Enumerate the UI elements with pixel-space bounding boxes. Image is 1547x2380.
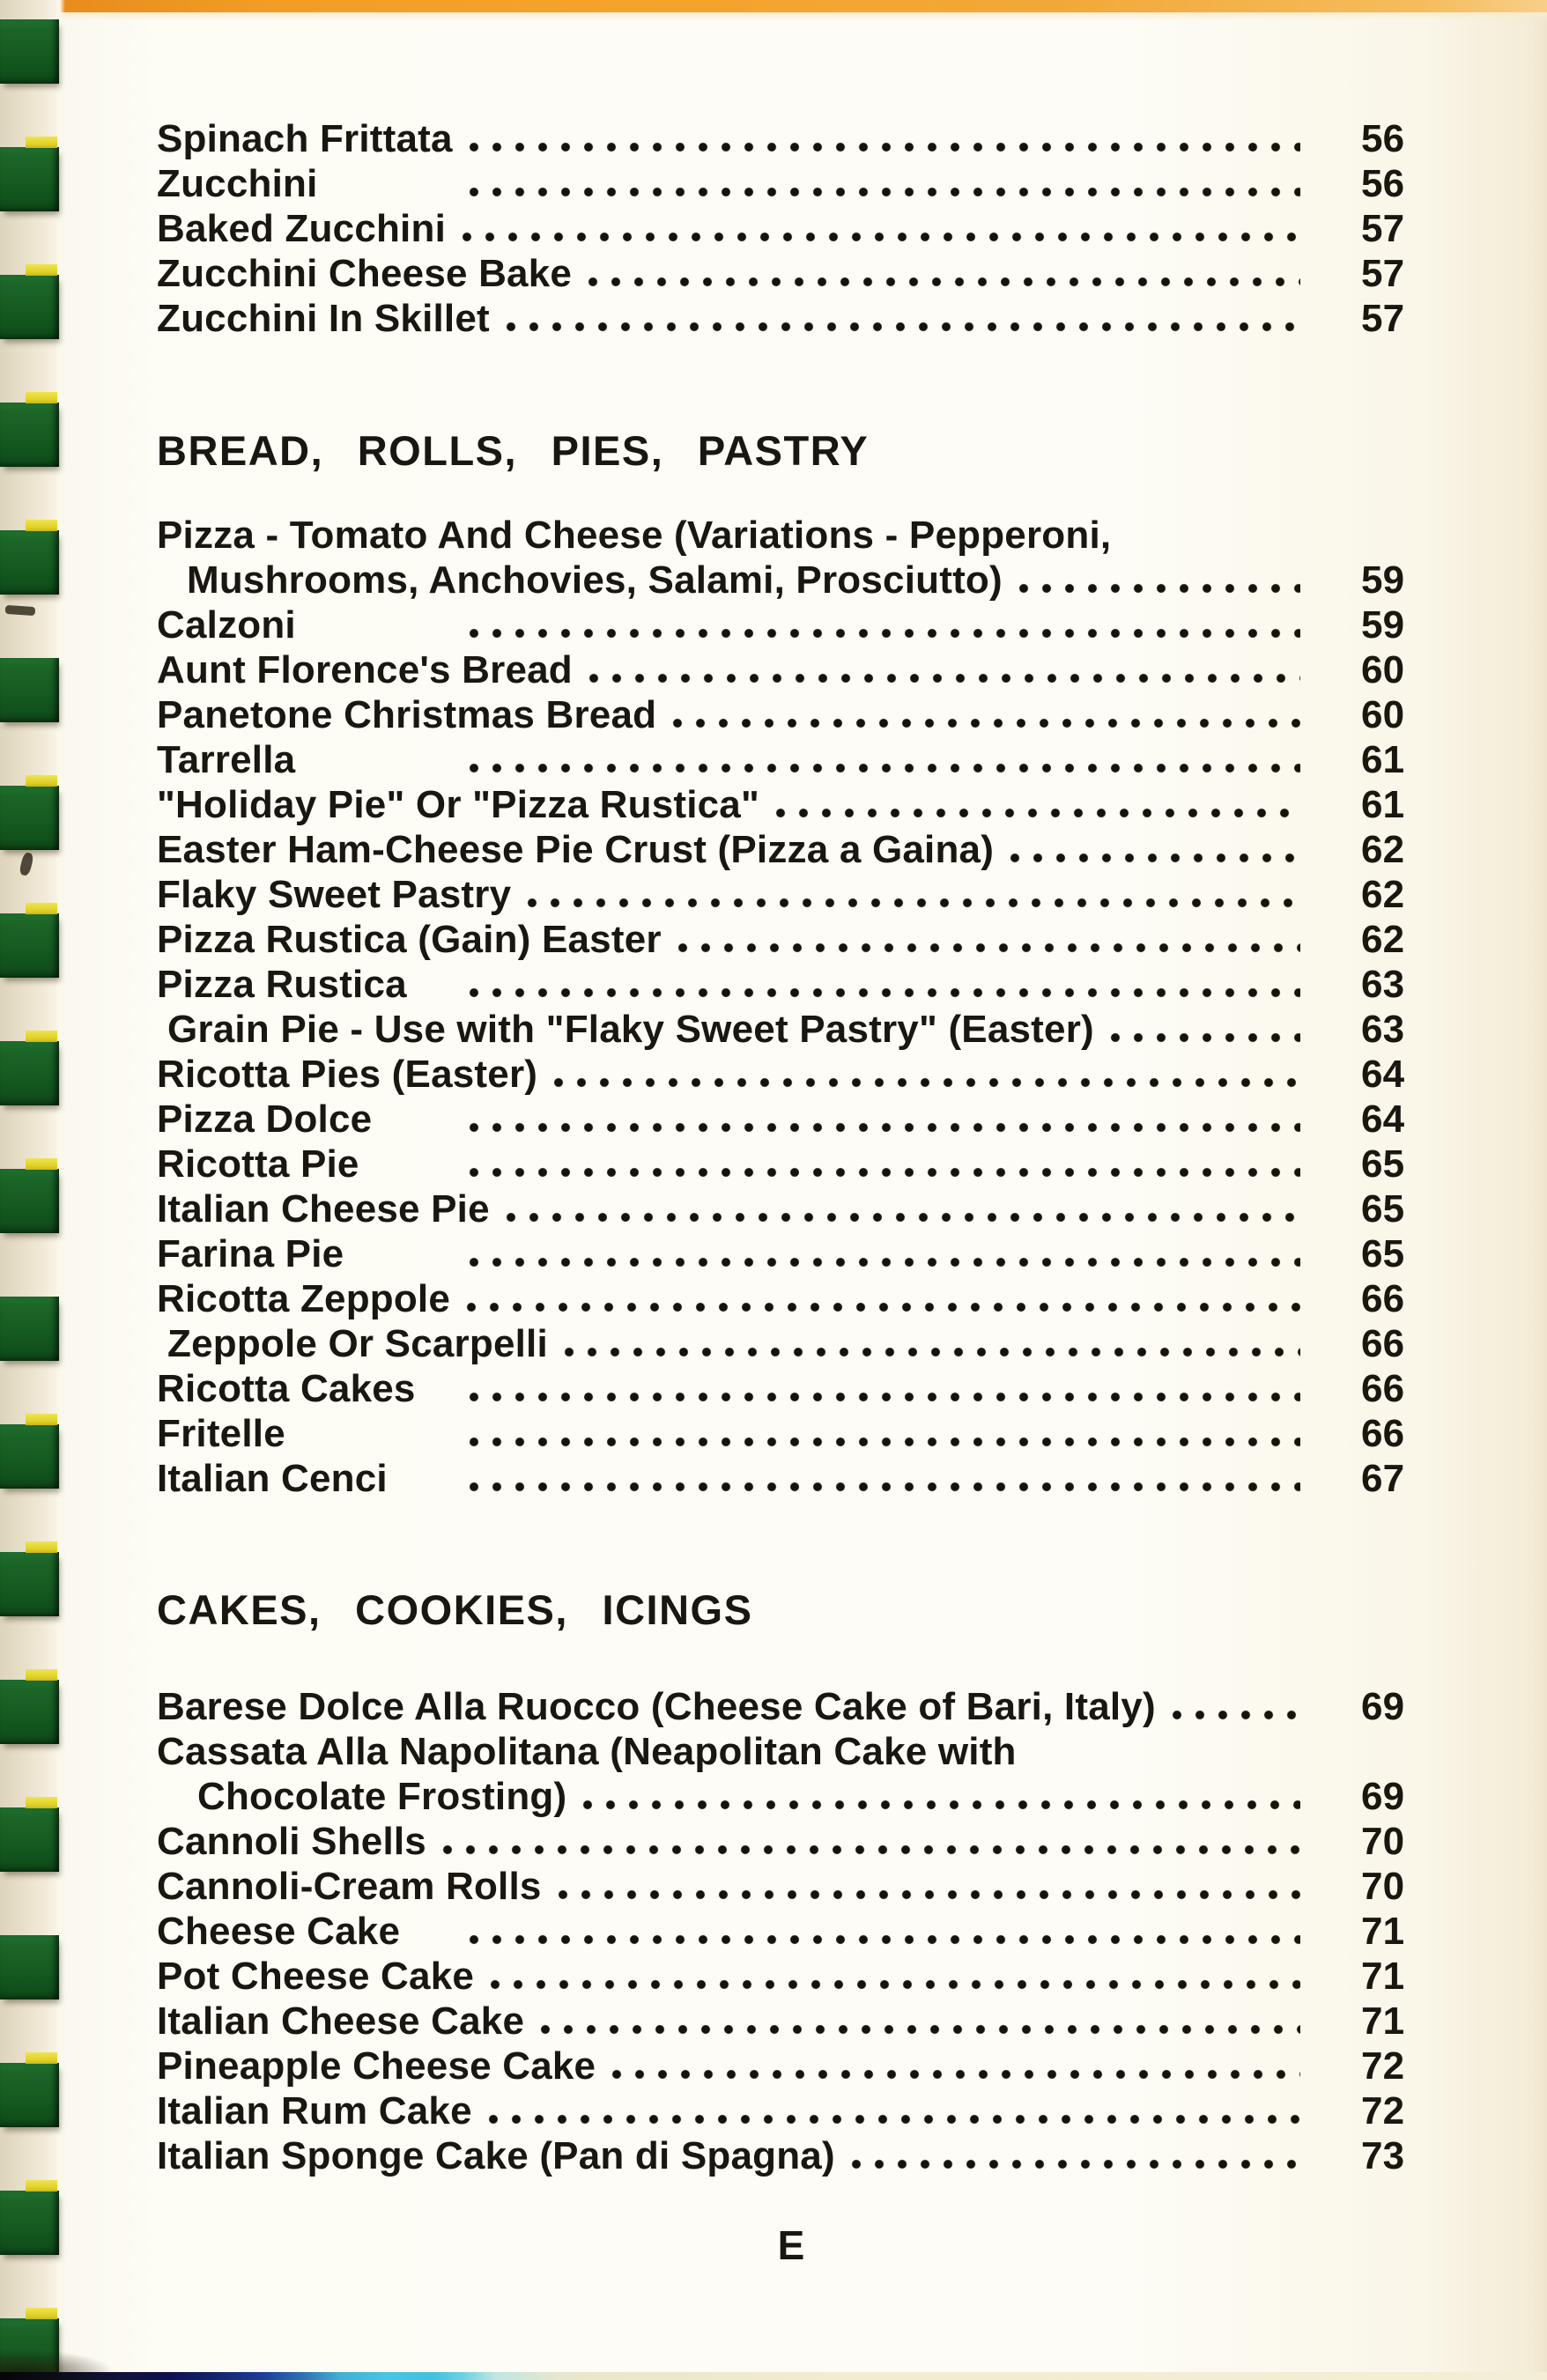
dot-leader: [553, 1076, 1300, 1089]
dot-leader: [506, 1211, 1300, 1223]
toc-entry-page: 64: [1361, 1053, 1405, 1096]
binding-tab: [0, 1552, 59, 1616]
toc-row: [157, 2088, 1425, 2133]
dot-leader: [540, 2023, 1300, 2036]
toc-entry-page: 66: [1361, 1367, 1405, 1410]
dot-leader: [469, 1481, 1300, 1493]
toc-row: [157, 296, 1425, 341]
toc-entry-title: Panetone Christmas Bread: [157, 693, 657, 736]
toc-entry-page: 66: [1361, 1277, 1405, 1320]
toc-entry-title: Italian Cheese Cake: [157, 1999, 525, 2043]
toc-row: [157, 1052, 1425, 1097]
toc-entry-title: Cassata Alla Napolitana (Neapolitan Cake with: [157, 1730, 1017, 1773]
dot-leader: [469, 1391, 1300, 1403]
toc-entry-page: 60: [1361, 648, 1405, 691]
binding-tab: [0, 1807, 59, 1872]
dot-leader: [588, 276, 1300, 288]
toc-row: [157, 116, 1425, 161]
toc-entry-page: 57: [1361, 252, 1405, 295]
toc-entry-title: Flaky Sweet Pastry: [157, 873, 512, 916]
binding-tab: [0, 403, 59, 467]
toc-row: [157, 962, 1425, 1007]
dot-leader: [490, 1978, 1300, 1991]
binding-tab-highlight: [26, 1797, 57, 1808]
toc-row: [157, 917, 1425, 962]
bottom-corner-shadow: [0, 2349, 115, 2372]
toc-entry-page: 65: [1361, 1187, 1405, 1231]
toc-row: [157, 1774, 1425, 1819]
dot-leader: [469, 762, 1300, 774]
dot-leader: [442, 1844, 1300, 1856]
toc-row: [157, 1456, 1425, 1501]
toc-entry-title: Ricotta Pie: [157, 1142, 359, 1186]
toc-entry-title: Barese Dolce Alla Ruocco (Cheese Cake of Bari, Italy): [157, 1685, 1156, 1728]
toc-entry-title: Fritelle: [157, 1412, 285, 1455]
toc-entry-page: 70: [1361, 1820, 1405, 1863]
toc-entry-title: Chocolate Frosting): [197, 1775, 567, 1818]
dot-leader: [672, 717, 1300, 729]
dot-leader: [582, 1799, 1300, 1811]
toc-entry-page: 69: [1361, 1775, 1405, 1818]
toc-entry-title: Pizza Rustica: [157, 963, 407, 1006]
toc-entry-title: Italian Cheese Pie: [157, 1187, 490, 1231]
toc-entry-title: Mushrooms, Anchovies, Salami, Prosciutto): [187, 558, 1003, 602]
binding-strip: [0, 0, 65, 2380]
dot-leader: [611, 2068, 1300, 2081]
toc-entry-title: Calzoni: [157, 603, 296, 647]
toc-row: [157, 1684, 1425, 1729]
toc-entry-page: 72: [1361, 2089, 1405, 2132]
edge-print-mark: [5, 605, 36, 616]
toc-row: [157, 647, 1425, 692]
toc-entry-page: 59: [1361, 558, 1405, 602]
binding-tab-highlight: [26, 775, 57, 787]
toc-entry-title: Baked Zucchini: [157, 207, 446, 250]
toc-row: [157, 1954, 1425, 1999]
toc-row: [157, 1321, 1425, 1366]
toc-entry-page: 70: [1361, 1865, 1405, 1908]
toc-entry-title: Zucchini In Skillet: [157, 297, 490, 340]
binding-tab: [0, 1935, 59, 1999]
dot-leader: [462, 231, 1300, 243]
toc-row: [157, 251, 1425, 296]
toc-entry-page: 59: [1361, 603, 1405, 647]
binding-tab: [0, 1169, 59, 1233]
dot-leader: [1010, 852, 1300, 864]
toc-row: [157, 737, 1425, 782]
toc-entry-title: Aunt Florence's Bread: [157, 648, 573, 691]
dot-leader: [469, 1933, 1300, 1946]
toc-row: [157, 1819, 1425, 1864]
toc-entry-page: 66: [1361, 1412, 1405, 1455]
toc-entry-title: Pizza - Tomato And Cheese (Variations - Pepperoni,: [157, 514, 1112, 557]
toc-entry-page: 57: [1361, 297, 1405, 340]
toc-entry-page: 71: [1361, 1955, 1405, 1998]
toc-entry-title: Pizza Dolce: [157, 1098, 373, 1141]
dot-leader: [469, 1436, 1300, 1448]
toc-entry-title: Ricotta Zeppole: [157, 1277, 451, 1320]
dot-leader: [851, 2158, 1300, 2170]
toc-row: [157, 1142, 1425, 1186]
toc-section-vegetables: [157, 0, 1425, 341]
toc-row: [157, 1999, 1425, 2044]
binding-tab-highlight: [26, 1031, 57, 1042]
binding-tab-highlight: [26, 2052, 57, 2064]
dot-leader: [677, 942, 1300, 954]
toc-row: [157, 782, 1425, 827]
binding-tab: [0, 1297, 59, 1361]
dot-leader: [527, 897, 1300, 909]
toc-entry-title: Cannoli Shells: [157, 1820, 426, 1863]
toc-row: [157, 1186, 1425, 1231]
dot-leader: [775, 807, 1300, 819]
dot-leader: [564, 1346, 1300, 1358]
toc-entry-page: 62: [1361, 873, 1405, 916]
dot-leader: [588, 672, 1300, 684]
toc-entry-title: "Holiday Pie" Or "Pizza Rustica": [157, 783, 760, 826]
toc-row: [157, 513, 1425, 558]
toc-entry-page: 72: [1361, 2044, 1405, 2088]
toc-entry-title: Cannoli-Cream Rolls: [157, 1865, 542, 1908]
toc-entry-title: Pot Cheese Cake: [157, 1955, 475, 1998]
toc-entry-page: 57: [1361, 207, 1405, 250]
binding-tab-highlight: [26, 137, 57, 148]
binding-tab-highlight: [26, 1669, 57, 1681]
toc-entry-title: Pizza Rustica (Gain) Easter: [157, 918, 662, 961]
page-letter: E: [777, 2222, 805, 2268]
binding-tab-highlight: [26, 520, 57, 531]
toc-row: [157, 692, 1425, 737]
toc-entry-page: 56: [1361, 162, 1405, 205]
toc-entry-title: Spinach Frittata: [157, 117, 453, 160]
toc-entry-page: 65: [1361, 1232, 1405, 1275]
toc-row: [157, 1864, 1425, 1909]
toc-entry-page: 69: [1361, 1685, 1405, 1728]
toc-entry-title: Pineapple Cheese Cake: [157, 2044, 596, 2088]
dot-leader: [469, 627, 1300, 639]
toc-row: [157, 1097, 1425, 1142]
dot-leader: [466, 1301, 1300, 1313]
binding-tab: [0, 786, 59, 850]
toc-entry-page: 61: [1361, 738, 1405, 781]
toc-entry-page: 62: [1361, 828, 1405, 871]
toc-entry-page: 71: [1361, 1999, 1405, 2043]
toc-entry-title: Italian Cenci: [157, 1457, 388, 1500]
toc-entry-page: 67: [1361, 1457, 1405, 1500]
toc-entry-title: Tarrella: [157, 738, 296, 781]
dot-leader: [469, 987, 1300, 999]
binding-tab: [0, 275, 59, 339]
toc-row: [157, 1231, 1425, 1276]
binding-tab: [0, 19, 59, 84]
toc-entry-title: Zucchini: [157, 162, 318, 205]
binding-tab-highlight: [26, 264, 57, 276]
dot-leader: [488, 2113, 1300, 2125]
binding-tab-highlight: [26, 1414, 57, 1425]
dot-leader: [1018, 582, 1300, 595]
toc-entry-page: 66: [1361, 1322, 1405, 1365]
toc-entry-title: Ricotta Pies (Easter): [157, 1053, 538, 1096]
section-heading-cakes: CAKES, COOKIES, ICINGS: [157, 1586, 753, 1633]
toc-entry-page: 62: [1361, 918, 1405, 961]
toc-row: [157, 161, 1425, 206]
dot-leader: [469, 1256, 1300, 1268]
toc-row: [157, 602, 1425, 647]
dot-leader: [469, 1166, 1300, 1179]
binding-tab-highlight: [26, 2308, 57, 2319]
toc-section-bread: [157, 513, 1425, 1501]
toc-entry-title: Cheese Cake: [157, 1910, 401, 1953]
toc-entry-page: 61: [1361, 783, 1405, 826]
section-heading-bread: BREAD, ROLLS, PIES, PASTRY: [157, 427, 870, 474]
toc-row: [157, 2044, 1425, 2088]
toc-entry-page: 65: [1361, 1142, 1405, 1186]
toc-entry-title: Zucchini Cheese Bake: [157, 252, 573, 295]
toc-row: [157, 1411, 1425, 1456]
page-bottom-edge: [0, 2372, 1547, 2380]
toc-entry-page: 56: [1361, 117, 1405, 160]
binding-tab: [0, 2063, 59, 2127]
binding-tab-highlight: [26, 392, 57, 403]
binding-tab-highlight: [26, 903, 57, 914]
binding-tab: [0, 913, 59, 978]
dot-leader: [469, 1121, 1300, 1134]
dot-leader: [1110, 1031, 1300, 1044]
binding-tab: [0, 1424, 59, 1489]
toc-row: [157, 2133, 1425, 2178]
binding-tab-highlight: [26, 1158, 57, 1170]
toc-row: [157, 827, 1425, 872]
toc-entry-title: Farina Pie: [157, 1232, 344, 1275]
toc-row: [157, 872, 1425, 917]
toc-entry-page: 71: [1361, 1910, 1405, 1953]
dot-leader: [1172, 1709, 1300, 1721]
dot-leader: [506, 321, 1300, 333]
binding-tab: [0, 530, 59, 595]
toc-entry-title: Easter Ham-Cheese Pie Crust (Pizza a Gaina): [157, 828, 995, 871]
binding-tab: [0, 1680, 59, 1744]
binding-tab: [0, 658, 59, 722]
toc-entry-title: Italian Sponge Cake (Pan di Spagna): [157, 2134, 835, 2177]
toc-entry-page: 63: [1361, 1008, 1405, 1051]
toc-row: [157, 1007, 1425, 1052]
dot-leader: [558, 1888, 1300, 1901]
edge-print-mark: [19, 852, 34, 876]
toc-row: [157, 1276, 1425, 1321]
binding-tab: [0, 147, 59, 211]
toc-entry-page: 64: [1361, 1098, 1405, 1141]
toc-row: [157, 558, 1425, 602]
binding-tab: [0, 1041, 59, 1105]
binding-tab-highlight: [26, 2180, 57, 2192]
toc-entry-page: 73: [1361, 2134, 1405, 2177]
table-of-contents: [157, 0, 1425, 2178]
toc-row: [157, 206, 1425, 251]
toc-row: [157, 1366, 1425, 1411]
toc-entry-page: 63: [1361, 963, 1405, 1006]
toc-section-cakes: [157, 1684, 1425, 2178]
toc-entry-title: Zeppole Or Scarpelli: [167, 1322, 548, 1365]
dot-leader: [469, 186, 1300, 198]
toc-entry-title: Italian Rum Cake: [157, 2089, 472, 2132]
toc-row: [157, 1729, 1425, 1774]
dot-leader: [469, 141, 1300, 153]
binding-tab-highlight: [26, 1541, 57, 1553]
toc-entry-title: Ricotta Cakes: [157, 1367, 416, 1410]
toc-entry-page: 60: [1361, 693, 1405, 736]
toc-entry-title: Grain Pie - Use with "Flaky Sweet Pastry" (Easter): [167, 1008, 1094, 1051]
toc-row: [157, 1909, 1425, 1954]
